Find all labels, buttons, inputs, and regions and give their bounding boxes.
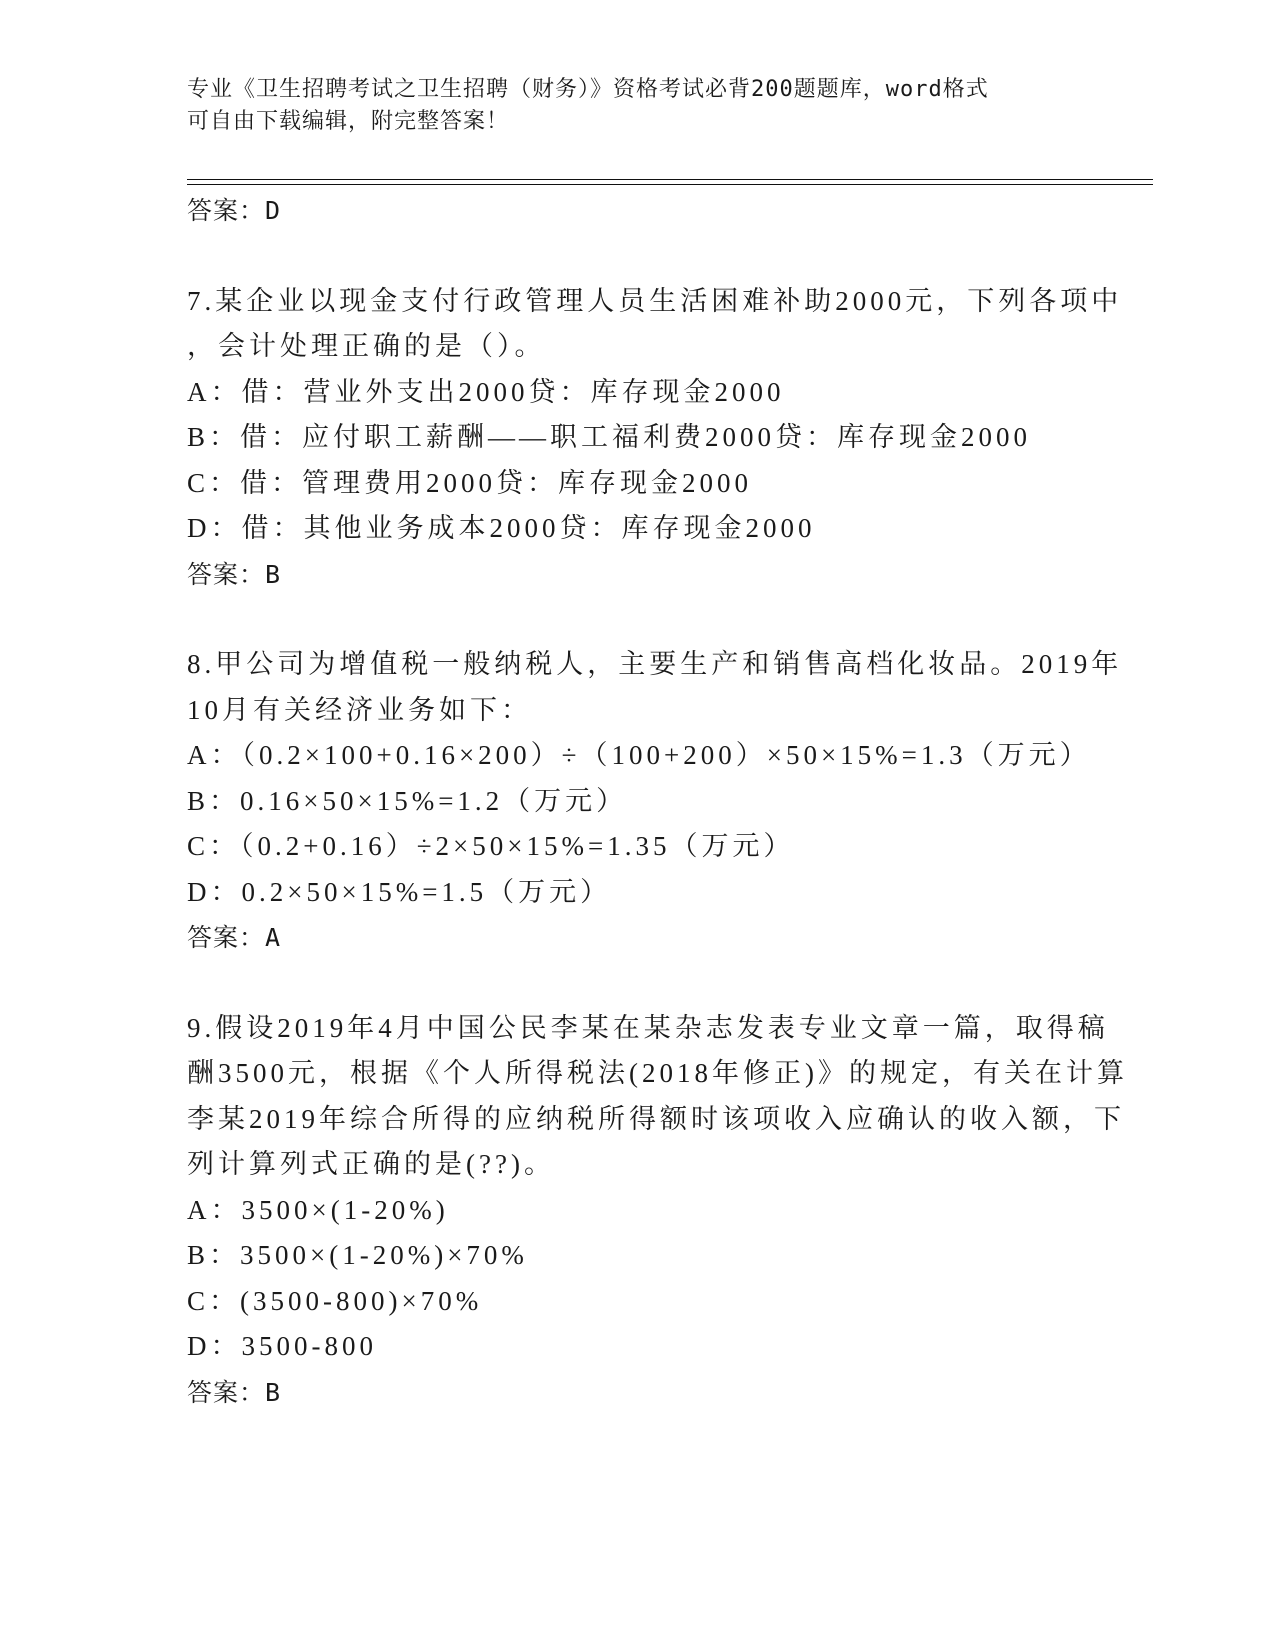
header-divider-bottom — [187, 184, 1153, 185]
spacer — [187, 234, 1087, 279]
option-a: A：借：营业外支出2000贷：库存现金2000 — [187, 376, 785, 407]
option-a: A：3500×(1-20%) — [187, 1194, 449, 1225]
option-b: B：3500×(1-20%)×70% — [187, 1240, 528, 1270]
question-8 — [187, 642, 1123, 961]
header-divider-top — [187, 179, 1153, 180]
question-text-line: 10月有关经济业务如下： — [187, 694, 532, 725]
document-header — [187, 74, 1087, 138]
spacer — [187, 961, 1087, 1006]
question-text-line: 7.某企业以现金支付行政管理人员生活困难补助2000元，下列各项中 — [187, 285, 1123, 316]
option-a: A：（0.2×100+0.16×200）÷（100+200）×50×15%=1.3（万元） — [187, 740, 1091, 770]
option-d: D：借：其他业务成本2000贷：库存现金2000 — [187, 513, 816, 543]
question-text-line: 9.假设2019年4月中国公民李某在某杂志发表专业文章一篇，取得稿 — [187, 1012, 1109, 1043]
question-9 — [187, 1006, 1128, 1416]
spacer — [187, 597, 1087, 642]
option-c: C：（0.2+0.16）÷2×50×15%=1.35（万元） — [187, 831, 795, 861]
question-text-line: ，会计处理正确的是（）。 — [187, 331, 546, 361]
question-text-line: 李某2019年综合所得的应纳税所得额时该项收入应确认的收入额，下 — [187, 1103, 1125, 1134]
question-text-line: 酬3500元，根据《个人所得税法(2018年修正)》的规定，有关在计算 — [187, 1058, 1128, 1088]
question-list — [187, 188, 1128, 1415]
answer-label: 答案：B — [187, 1377, 282, 1407]
header-title-line-2: 可自由下载编辑，附完整答案！ — [187, 109, 510, 134]
answer-label: 答案：B — [187, 559, 282, 589]
question-text-line: 列计算列式正确的是(??)。 — [187, 1149, 555, 1179]
header-title-line-1: 专业《卫生招聘考试之卫生招聘（财务）》资格考试必背200题题库，word格式 — [187, 77, 989, 102]
answer-label: 答案：A — [187, 923, 282, 952]
option-d: D：3500-800 — [187, 1331, 377, 1361]
question-7 — [187, 279, 1123, 598]
option-b: B：0.16×50×15%=1.2（万元） — [187, 785, 628, 816]
option-b: B：借：应付职工薪酬——职工福利费2000贷：库存现金2000 — [187, 422, 1032, 452]
option-d: D：0.2×50×15%=1.5（万元） — [187, 876, 612, 907]
question-text-line: 8.甲公司为增值税一般纳税人，主要生产和销售高档化妆品。2019年 — [187, 649, 1123, 679]
previous-answer: 答案：D — [187, 196, 282, 225]
option-c: C：借：管理费用2000贷：库存现金2000 — [187, 467, 753, 498]
option-c: C：(3500-800)×70% — [187, 1285, 483, 1316]
